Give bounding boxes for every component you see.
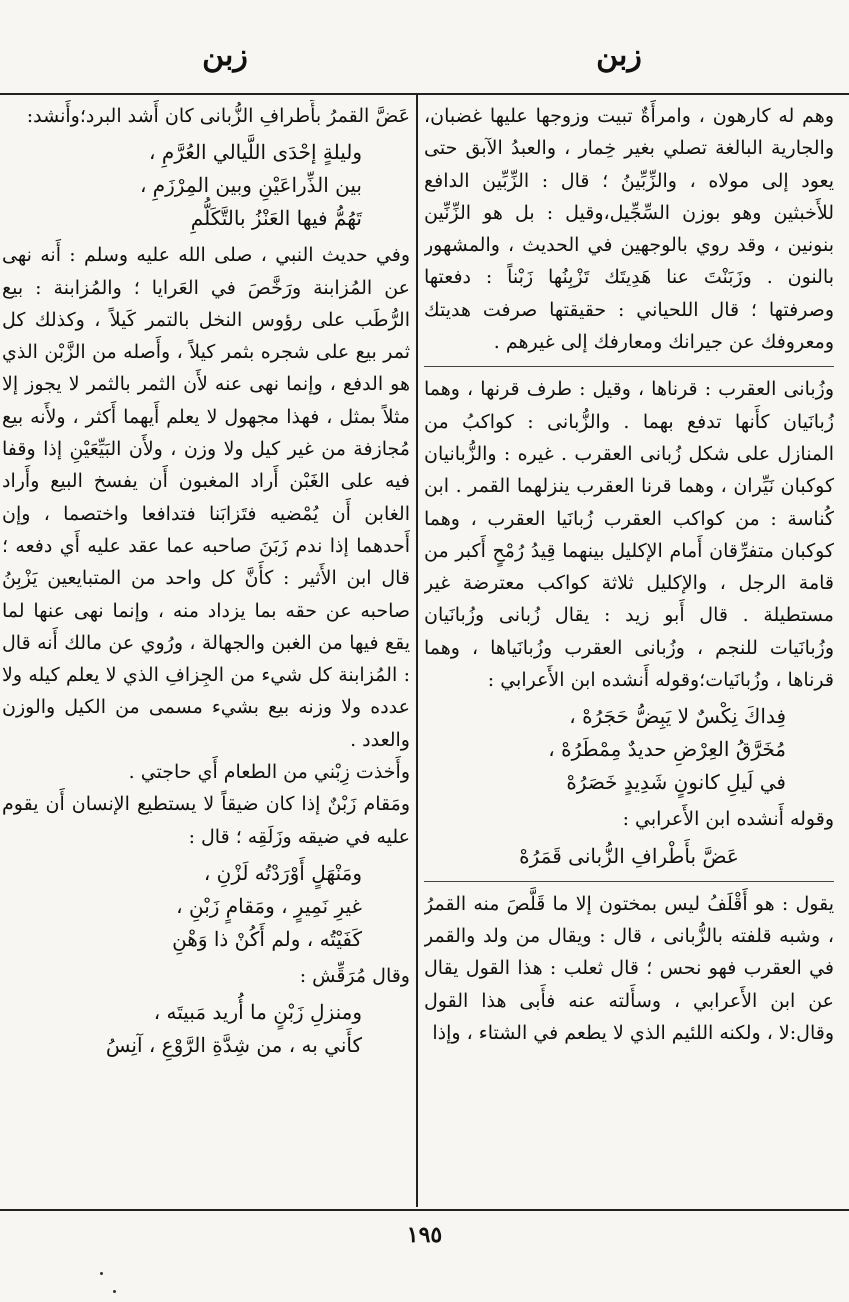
- bottom-rule: [0, 1209, 849, 1211]
- paragraph: وهم له كارهون ، وامرأَةٌ تبيت وزوجها عليها غضبان، والجارية البالغة تصلي بغير خِمار ، والعبدُ الآبق حتى يعود إلى مولاه ، والزِّبِّينُ ؛ قال : الزِّبِّين الدافع للأَخبثين وهو بوزن السِّجِّيل،وقيل : بل هو الزِّنِّين بنونين ، وقد روي بالوجهين في الحديث ، والمشهور بالنون . وزَبَنْتَ عنا هَدِيتَك تَزْبِنُها زَبْناً : دفعتها وصرفتها ؛ قال اللحياني : حقيقتها صرفت هديتك ومعروفك عن جيرانك ومعارفك إلى غيرهم .: [424, 105, 834, 354]
- verse-line: تَهُمُّ فيها العَنْزُ بالتَّكَلُّمِ: [190, 206, 362, 231]
- column-divider: [416, 95, 418, 1207]
- verse-line: فِداكَ نِكْسٌ لا يَبِضُّ حَجَرُهْ ،: [569, 704, 786, 729]
- separator-line: [424, 366, 834, 367]
- page-header: [0, 38, 849, 88]
- page-number: ١٩٥: [406, 1222, 443, 1248]
- verse-block: [2, 857, 410, 956]
- print-speck: [100, 1272, 103, 1275]
- verse-block: [2, 136, 410, 235]
- verse-line: مُخَرَّقُ العِرْضِ حديدٌ مِمْطَرُهْ ،: [548, 737, 786, 762]
- right-column: [424, 100, 834, 1200]
- verse-block: [2, 996, 410, 1062]
- top-rule: [0, 93, 849, 95]
- verse-line: وليلةٍ إحْدَى اللَّيالي العُرَّمِ ،: [149, 140, 362, 165]
- paragraph: وفي حديث النبي ، صلى الله عليه وسلم : أَنه نهى عن المُزابنة ورَخَّصَ في العَرايا ؛ والمُزابنة : بيع الرُّطَب على رؤوس النخل بالتمر كَيلاً ، وكذلك كل ثمر بيع على شجره بثمر كيلاً ، وأَصله من الزَّبْن الذي هو الدفع ، وإنما نهى عنه لأَن الثمر بالثمر لا يجوز إلا مثلاً بمثل ، فهذا مجهول لا يعلم أَيهما أَكثر ، ولأَنه بيع مُجازفة من غير كيل ولا وزن ، ولأَن البَيِّعَيْنِ إذا وقفا فيه على الغَبْن أَراد المغبون أَن يفسخ البيع وأَراد الغابن أَن يُمْضيه فتَزابَنا فتدافعا واختصما ، وإن أَحدهما إذا ندم زَبَنَ صاحبه عما عقد عليه أَي دفعه ؛ قال ابن الأَثير : كأَنَّ كل واحد من المتبايعين يَزْبِنُ صاحبه عن حقه بما يزداد منه ، وإنما نهى عنها لما يقع فيها من الغبن والجهالة ، ورُوي عن مالك أَنه قال : المُزابنة كل شيء من الجِزافِ الذي لا يعلم كيله ولا عدده ولا وزنه بيع بشيء مسمى من الكيل والوزن والعدد .: [2, 244, 410, 751]
- verse-block: [424, 700, 834, 799]
- paragraph: وقوله أَنشده ابن الأَعرابي :: [622, 808, 834, 831]
- paragraph: عَضَّ القمرُ بأَطرافِ الزُّبانى كان أَشد البرد؛وأَنشد:: [26, 105, 410, 127]
- running-headword-left: زبن: [202, 38, 248, 73]
- verse-line: في لَيلِ كانونٍ شَدِيدٍ خَصَرُهْ: [566, 770, 786, 795]
- verse-block: [424, 840, 834, 873]
- verse-line: عَضَّ بأَطْرافِ الزُّبانى قَمَرُهْ: [519, 843, 739, 868]
- verse-line: كَفَيْتُه ، ولم أَكُنْ ذا وَهْنِ: [172, 926, 362, 951]
- paragraph: وقال مُرَقِّش :: [299, 964, 410, 987]
- print-speck: [113, 1290, 116, 1293]
- paragraph: وأَخذت زِبْني من الطعام أَي حاجتي .: [128, 761, 410, 784]
- running-headword-right: زبن: [596, 38, 642, 73]
- paragraph: وزُبانى العقرب : قرناها ، وقيل : طرف قرنها ، وهما زُبانَيان كأَنها تدفع بهما . والزُّبانى : كواكبُ من المنازل على شكل زُبانى العقرب . غيره : والزُّبانيان كوكبان نَيِّران ، وهما قرنا العقرب ينزلهما القمر . ابن كُناسة : من كواكب العقرب زُبانَيا العقرب ، وهما كوكبان متفرِّقان أَمام الإكليل بينهما قِيدُ رُمْحٍ أَكبر من قامة الرجل ، والإكليل ثلاثة كواكب معترضة غير مستطيلة . قال أَبو زيد : يقال زُبانى وزُبانَيان وزُبانَيات للنجم ، وزُبانى العقرب وزُبانَياها ، وهما قرناها ، وزُبانَيات؛وقوله أَنشده ابن الأَعرابي :: [424, 378, 834, 692]
- verse-line: غيرِ نَمِيرٍ ، ومَقامٍ زَبْنِ ،: [176, 893, 362, 918]
- verse-line: ومَنْهَلٍ أَوْرَدْتُه لَزْنِ ،: [203, 860, 362, 885]
- verse-line: بين الذِّراعَيْنِ وبين المِرْزَمِ ،: [139, 173, 362, 198]
- paragraph: يقول : هو أَقْلَفُ ليس بمختون إلا ما قَلَّصَ منه القمرُ ، وشبه قلفته بالزُّبانى ، قال : ويقال من ولد والقمر في العقرب فهو نحس ؛ قال ثعلب : هذا القول يقال عن ابن الأَعرابي ، وسأَلته عنه فأَبى هذا القول وقال:لا ، ولكنه اللئيم الذي لا يطعم في الشتاء ، وإذا: [424, 892, 834, 1044]
- separator-line: [424, 881, 834, 882]
- verse-line: ومنزلِ زَبْنٍ ما أُريد مَبيتَه ،: [153, 1000, 362, 1025]
- paragraph: ومَقام زَبْنٌ إذا كان ضيقاً لا يستطيع الإنسان أَن يقوم عليه في ضيقه وزَلَقِه ؛ قال :: [2, 793, 410, 848]
- left-column: [2, 100, 410, 1200]
- verse-line: كأَني به ، من شِدَّةِ الرَّوْعِ ، آنِسُ: [105, 1033, 362, 1058]
